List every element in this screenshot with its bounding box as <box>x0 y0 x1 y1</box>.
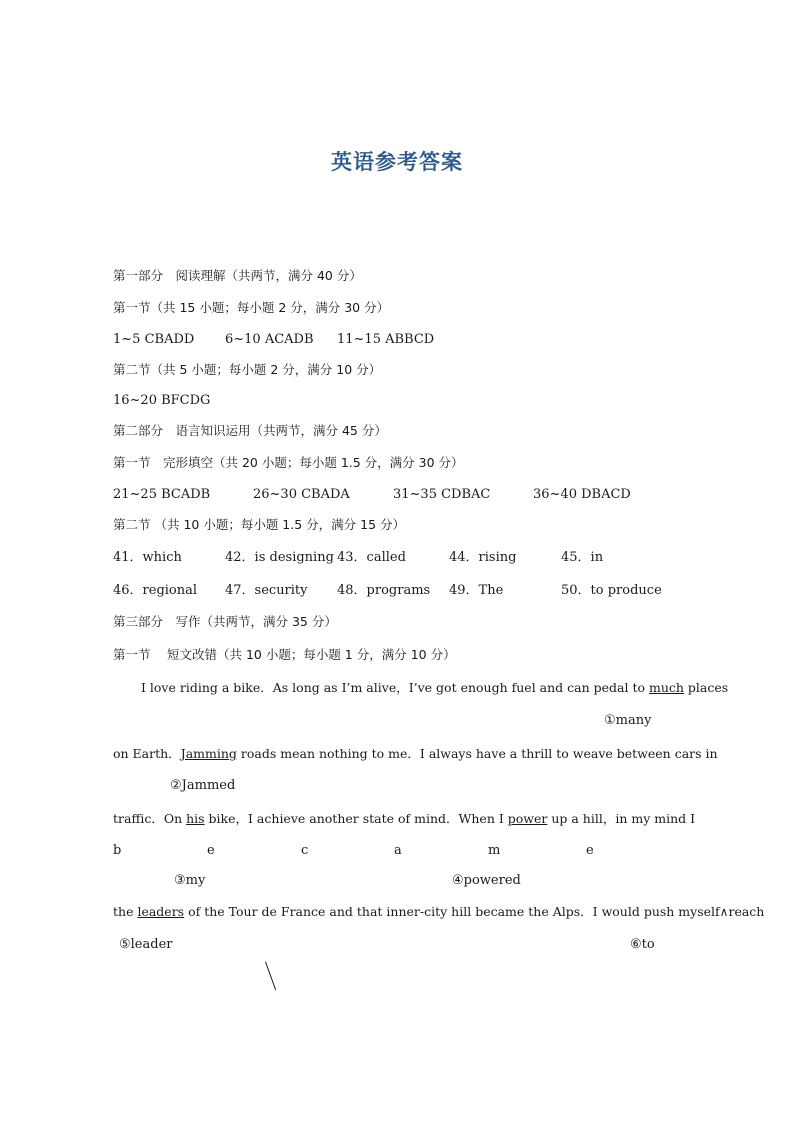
answer-group: 16~20 BFCDG <box>113 393 211 408</box>
part3-section1-heading: 第一节 短文改错（共 10 小题；每小题 1 分，满分 10 分） <box>113 647 456 662</box>
fill-answer: 46．regional <box>113 583 198 598</box>
fill-answer: 47．security <box>225 583 308 598</box>
part1-section1-heading: 第一节（共 15 小题；每小题 2 分，满分 30 分） <box>113 300 390 315</box>
spread-letter: a <box>394 843 402 858</box>
answer-group: 36~40 DBACD <box>533 487 631 502</box>
insert-caret: ∧ <box>719 905 729 919</box>
answer-group: 6~10 ACADB <box>225 332 314 347</box>
error-word: Jamming <box>180 746 237 761</box>
answer-group: 11~15 ABBCD <box>337 332 435 347</box>
fill-answer: 42．is designing <box>225 550 334 565</box>
spread-letter: e <box>207 843 215 858</box>
part3-heading: 第三部分 写作（共两节，满分 35 分） <box>113 614 337 629</box>
passage-line: traffic．On his bike，I achieve another state of mind．When I power up a hill，in my mind I <box>113 811 696 826</box>
page-title: 英语参考答案 <box>331 150 463 174</box>
answer-group: 26~30 CBADA <box>253 487 350 502</box>
correction: ⑥to <box>630 937 655 952</box>
fill-answer: 48．programs <box>337 583 431 598</box>
correction: ①many <box>604 713 652 728</box>
part2-heading: 第二部分 语言知识运用（共两节，满分 45 分） <box>113 423 387 438</box>
answer-group: 21~25 BCADB <box>113 487 211 502</box>
correction: ③my <box>174 873 206 888</box>
fill-answer: 45．in <box>561 550 604 565</box>
passage-line: on Earth．Jamming roads mean nothing to me．I always have a thrill to weave between cars in <box>113 746 718 761</box>
part1-heading: 第一部分 阅读理解（共两节，满分 40 分） <box>113 268 362 283</box>
correction: ⑤leader <box>119 937 173 952</box>
error-word: much <box>648 680 684 695</box>
spread-letter: b <box>113 843 122 858</box>
correction: ②Jammed <box>170 778 236 793</box>
part2-section1-heading: 第一节 完形填空（共 20 小题；每小题 1.5 分，满分 30 分） <box>113 455 464 470</box>
fill-answer: 41．which <box>113 550 182 565</box>
answer-group: 1~5 CBADD <box>113 332 195 347</box>
part1-section2-heading: 第二节（共 5 小题；每小题 2 分，满分 10 分） <box>113 362 382 377</box>
error-word: power <box>507 811 548 826</box>
correction: ④powered <box>452 873 521 888</box>
passage-line: the leaders of the Tour de France and that inner-city hill became the Alps．I would push myself∧reach <box>113 904 765 919</box>
spread-letter: e <box>586 843 594 858</box>
error-word: his <box>186 811 205 826</box>
spread-letter: c <box>301 843 309 858</box>
part2-section2-heading: 第二节 （共 10 小题；每小题 1.5 分，满分 15 分） <box>113 517 406 532</box>
error-word: leaders <box>137 904 185 919</box>
fill-answer: 50．to produce <box>561 583 662 598</box>
passage-line: I love riding a bike．As long as I’m alive，I’ve got enough fuel and can pedal to much places <box>141 680 729 695</box>
spread-letter: m <box>488 843 501 858</box>
fill-answer: 44．rising <box>449 550 517 565</box>
fill-answer: 43．called <box>337 550 406 565</box>
deletion-slash-mark <box>265 961 277 990</box>
fill-answer: 49．The <box>449 583 504 598</box>
answer-group: 31~35 CDBAC <box>393 487 491 502</box>
